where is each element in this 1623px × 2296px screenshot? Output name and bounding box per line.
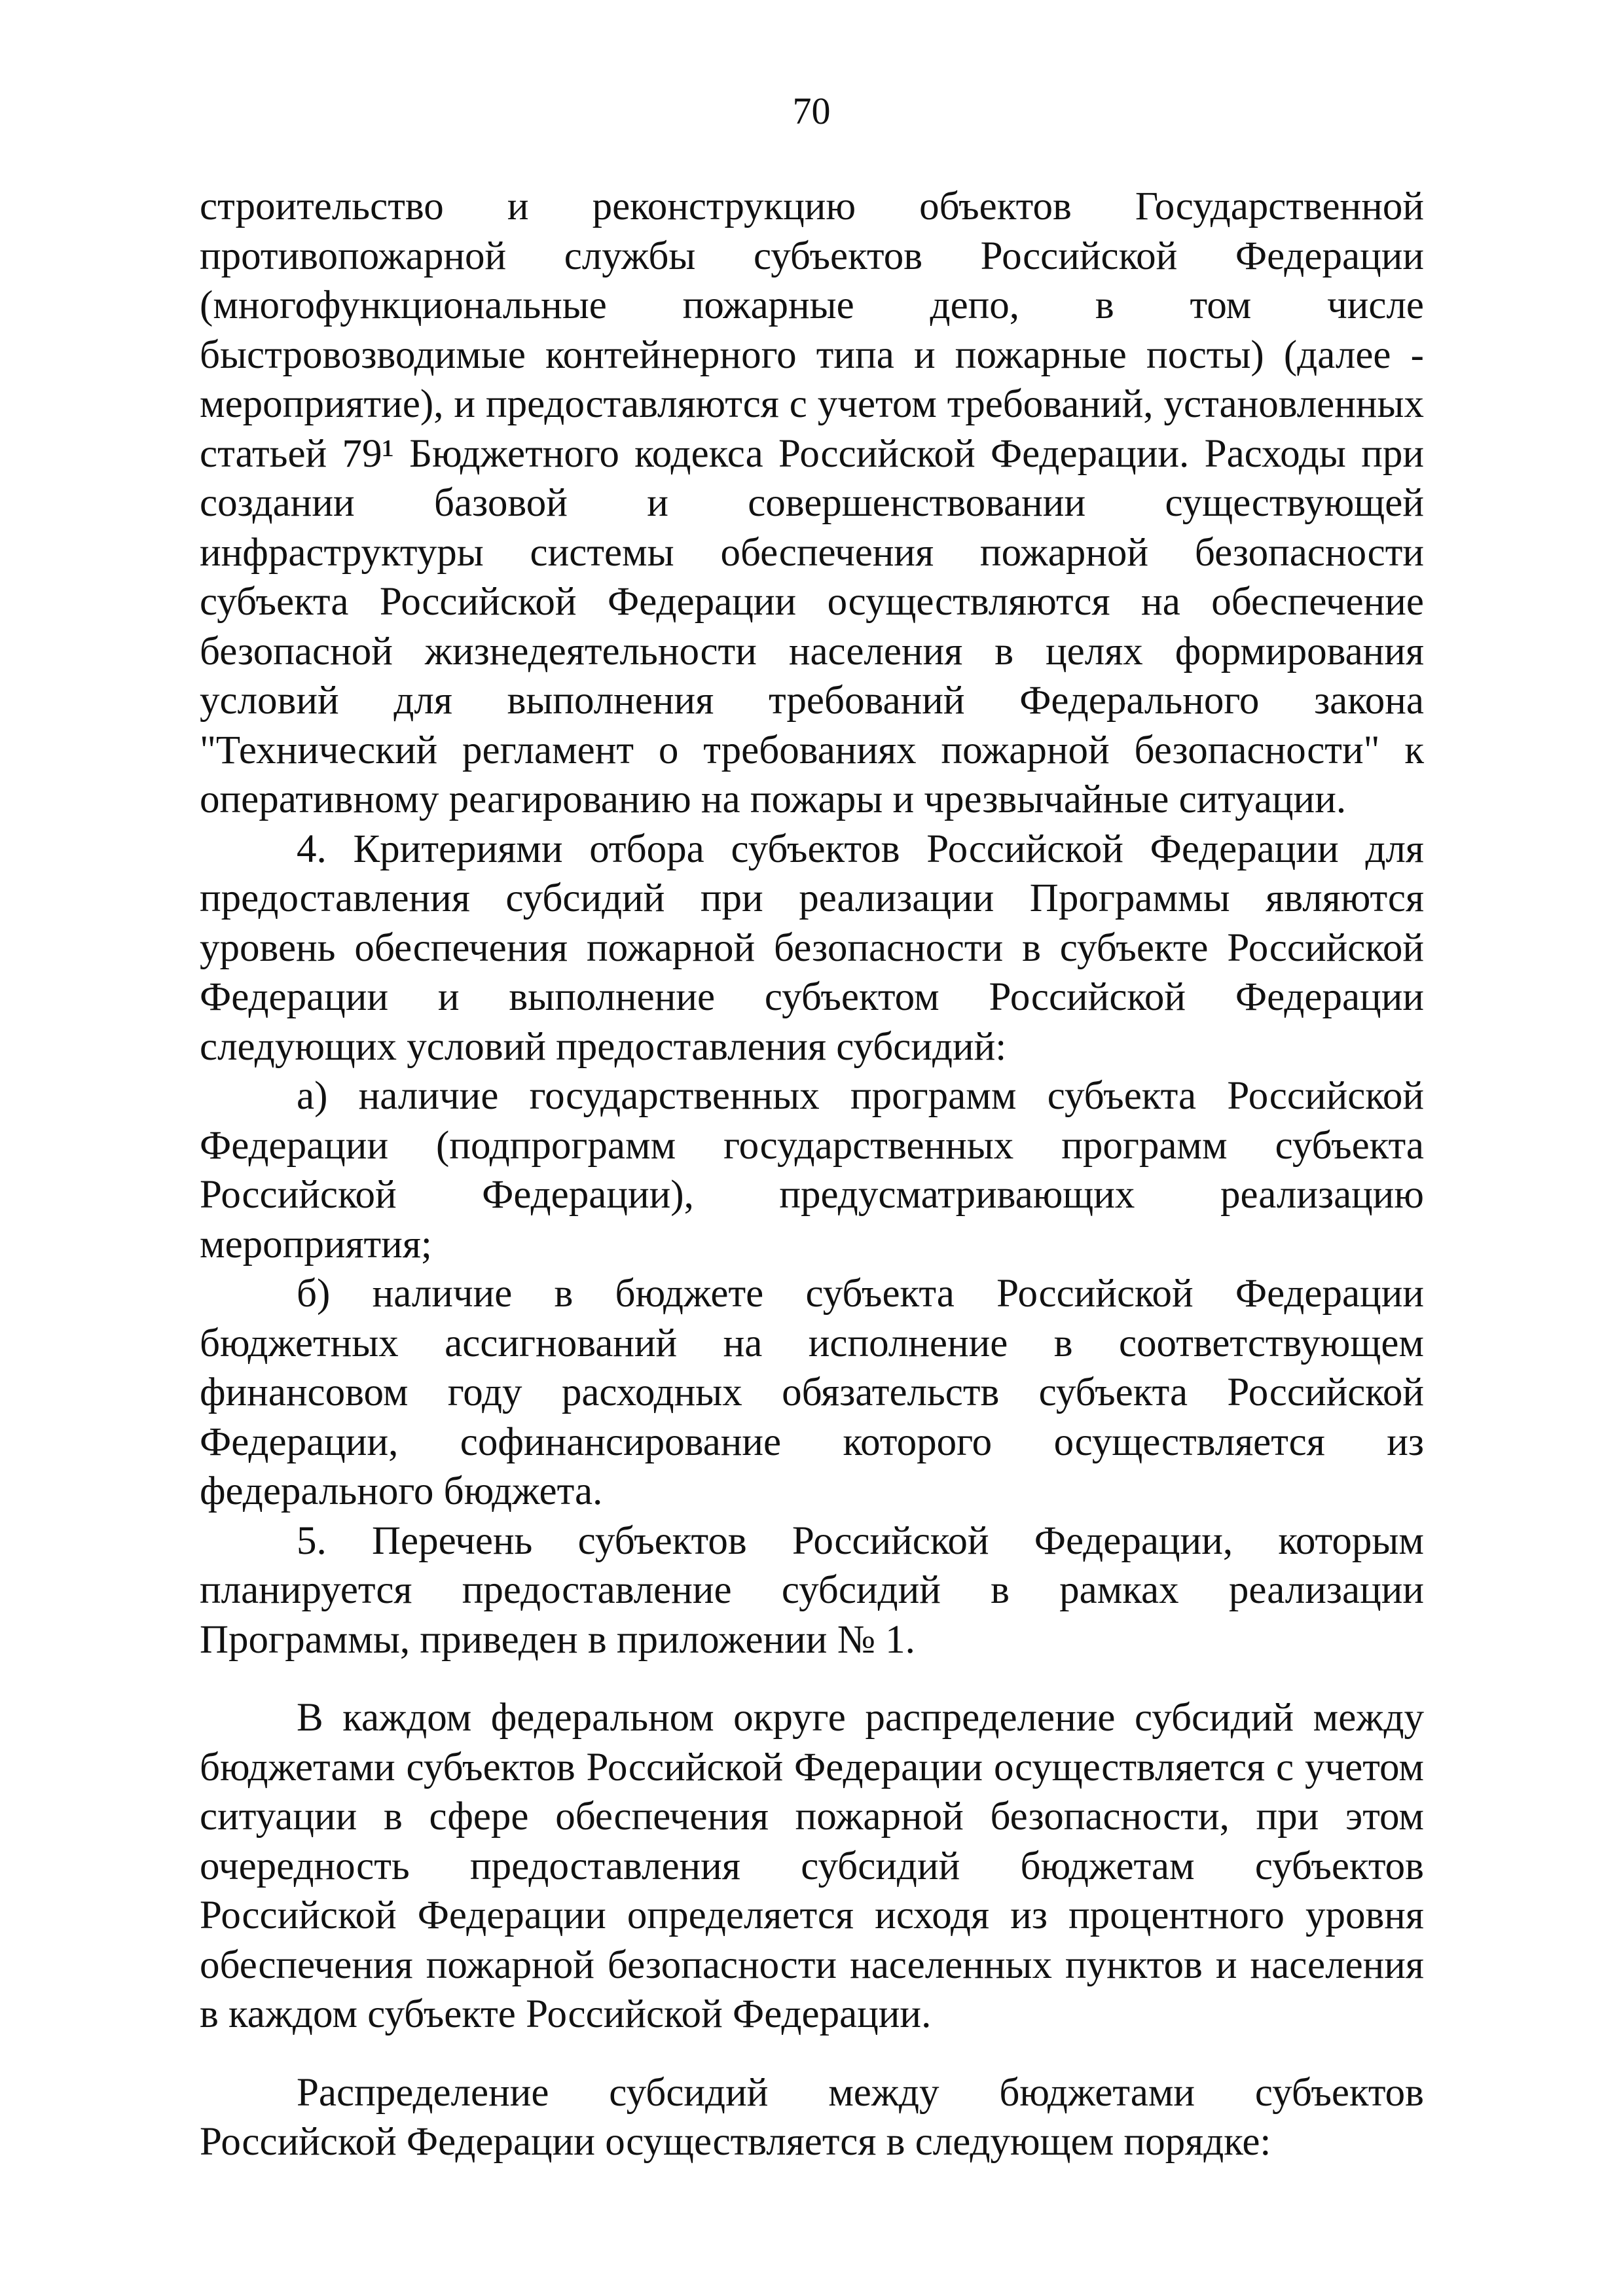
paragraph-distribution-federal-district: В каждом федеральном округе распределение субсидий между бюджетами субъектов Российской Федерации осуществляется с учетом ситуации в сфере обеспечения пожарной безопасности, при этом очередность предоставления субсидий бюджетам субъектов Российской Федерации определяется исходя из процентного уровня обеспечения пожарной безопасности населенных пунктов и населения в каждом субъекте Российской Федерации. <box>200 1696 1424 2036</box>
paragraph-item-4: 4. Критериями отбора субъектов Российской Федерации для предоставления субсидий при реализации Программы являются уровень обеспечения пожарной безопасности в субъекте Российской Федерации и выполнение субъектом Российской Федерации следующих условий предоставления субсидий: <box>200 827 1424 1069</box>
document-body <box>200 182 1424 2167</box>
paragraph-continuation: строительство и реконструкцию объектов Государственной противопожарной службы субъектов Российской Федерации (многофункциональные пожарные депо, в том числе быстровозводимые контейнерного типа и пожарные посты) (далее - мероприятие), и предоставляются с учетом требований, установленных статьей 79¹ Бюджетного кодекса Российской Федерации. Расходы при создании базовой и совершенствовании существующей инфраструктуры системы обеспечения пожарной безопасности субъекта Российской Федерации осуществляются на обеспечение безопасной жизнедеятельности населения в целях формирования условий для выполнения требований Федерального закона "Технический регламент о требованиях пожарной безопасности" к оперативному реагированию на пожары и чрезвычайные ситуации. <box>200 185 1424 821</box>
paragraph-item-5: 5. Перечень субъектов Российской Федерации, которым планируется предоставление субсидий в рамках реализации Программы, приведен в приложении № 1. <box>200 1518 1424 1662</box>
paragraph-distribution-order: Распределение субсидий между бюджетами субъектов Российской Федерации осуществляется в следующем порядке: <box>200 2070 1424 2164</box>
paragraph-subitem-a: а) наличие государственных программ субъекта Российской Федерации (подпрограмм государственных программ субъекта Российской Федерации), предусматривающих реализацию мероприятия; <box>200 1074 1424 1266</box>
page-number: 70 <box>792 90 831 132</box>
paragraph-subitem-b: б) наличие в бюджете субъекта Российской Федерации бюджетных ассигнований на исполнение в соответствующем финансовом году расходных обязательств субъекта Российской Федерации, софинансирование которого осуществляется из федерального бюджета. <box>200 1272 1424 1513</box>
